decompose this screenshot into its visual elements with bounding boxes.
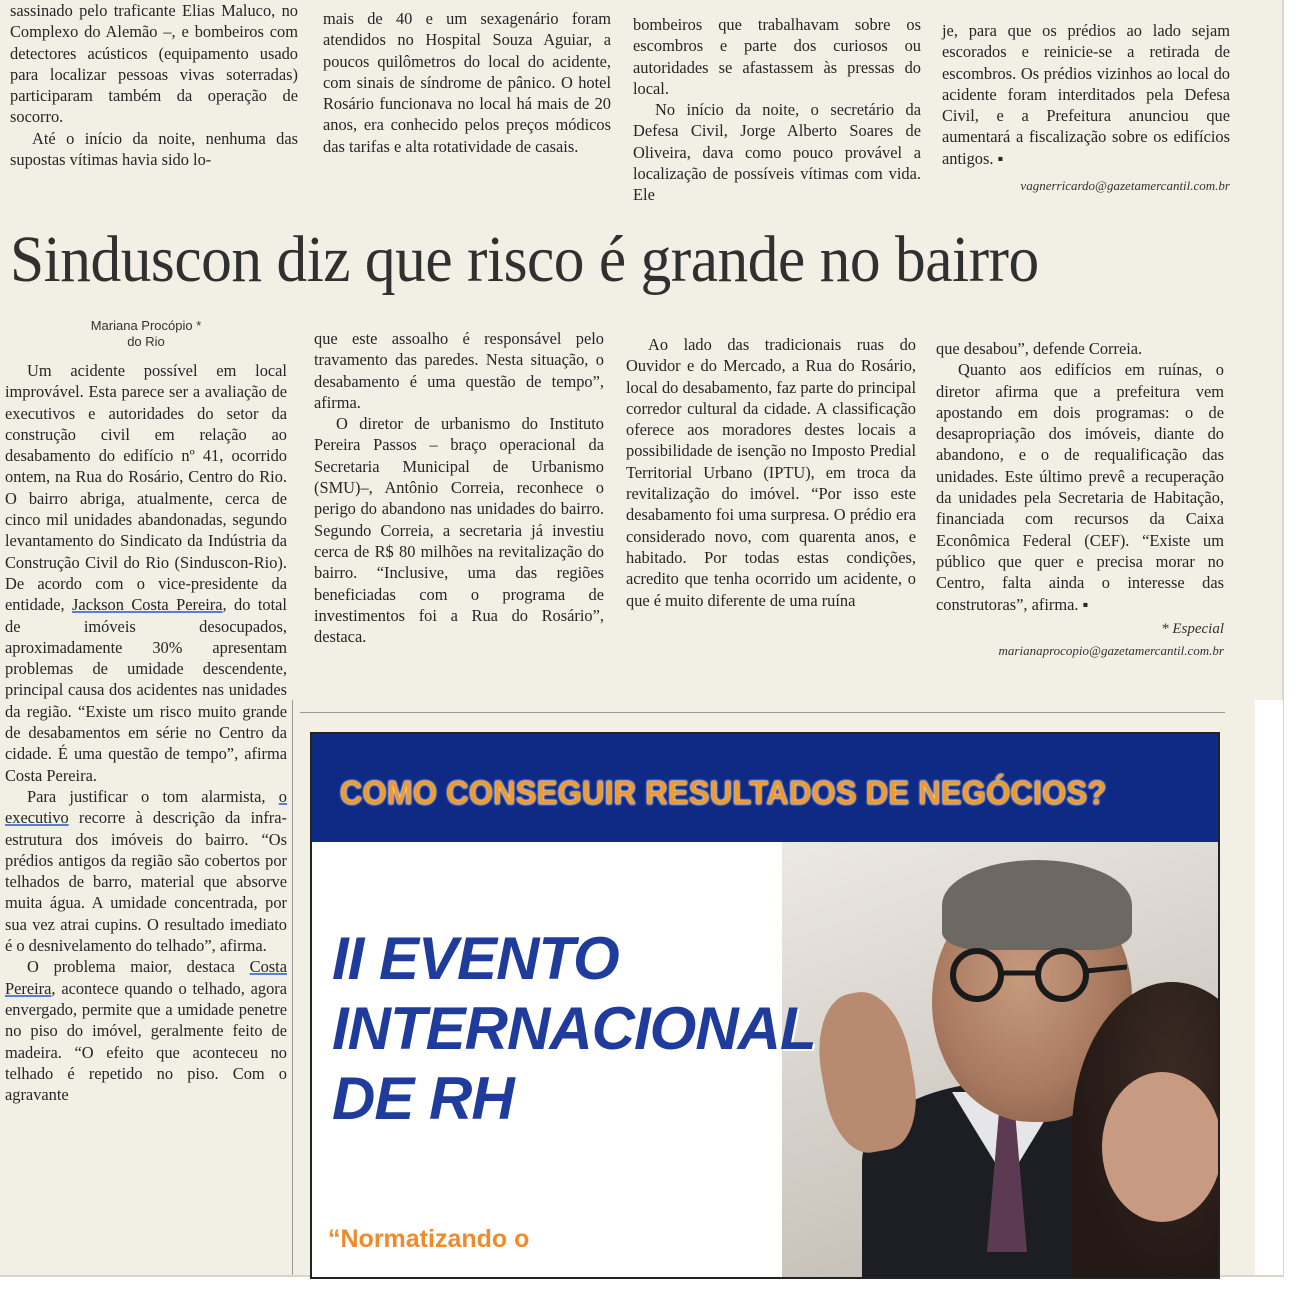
article-col3-para-1: Ao lado das tradicionais ruas do Ouvidor e do Mercado, a Rua do Rosário, local do desabamento, faz parte do principal corredor cultural da cidade. A classificação oferece aos moradores destes locais a possibilidade de isenção no Imposto Predial Territorial Urbano (IPTU), em troca da revitalização do imóvel. “Por isso este desabamento foi uma surpresa. O prédio era considerado novo, com quarenta anos, e habitado. Por todas estas condições, acredito que tenha ocorrido um acidente, o que é muito diferente de uma ruína [626,335,916,610]
byline-place: do Rio [127,334,165,349]
para1-text-a: Um acidente possível em local improvável. Esta parece ser a avaliação de executivos e autoridades do setor da construção civil em relação ao desabamento do edifício nº 41, ocorrido ontem, na Rua do Rosário, Centro do Rio. O bairro abriga, atualmente, cerca de cinco mil unidades abandonadas, segundo levantamento do Sindicato da Indústria da Construção Civil do Rio (Sinduscon-Rio). De acordo com o vice-presidente da entidade, [5,361,287,615]
ad-event-title [332,924,872,1134]
article-author-email: marianaprocopio@gazetamercantil.com.br [998,643,1224,659]
article-column-2 [314,328,604,647]
special-note: * Especial [1161,620,1224,637]
ad-title-line-3: DE RH [332,1065,514,1132]
para1-text-b: , do total de imóveis desocupados, aproximadamente 30% apresentam problemas de umidade descendente, principal causa dos acidentes nas unidades da região. “Existe um risco muito grande de desabamentos em série no Centro da cidade. É uma questão de tempo”, afirma Costa Pereira. [5,595,287,785]
top-col4-para-1: je, para que os prédios ao lado sejam escorados e reinicie-se a retirada de escombros. Os prédios vizinhos ao local do acidente foram interditados pela Defesa Civil, e a Prefeitura anunciou que aumentará a fiscalização sobre os edifícios antigos. ▪ [942,21,1230,168]
article-col4-para-2: Quanto aos edifícios em ruínas, o diretor afirma que a prefeitura vem apostando em dois programas: o de desapropriação dos imóveis, diante do abandono, e o de requalificação das unidades. Este último prevê a recuperação da unidades pela Secretaria de Habitação, financiada com recursos da Caixa Econômica Federal (CEF). “Existe um público que quer e precisa morar no Centro, falta ainda o interesse das construtoras”, afirma. ▪ [936,360,1224,614]
para2-text-a: Para justificar o tom alarmista, [27,786,266,806]
column-divider [292,700,293,1275]
advertisement [310,732,1220,1279]
section-divider [300,712,1225,713]
article-col1-para-3 [5,956,287,1105]
paper-edge [1255,700,1283,1275]
byline [5,318,287,350]
ad-photo-woman-face [1102,1072,1220,1222]
byline-name: Mariana Procópio * [90,318,202,333]
top-col1-para-2: Até o início da noite, nenhuma das supostas vítimas havia sido lo- [10,128,298,170]
article-col1-para-2 [5,786,287,956]
article-column-3 [626,334,916,611]
article-column-4 [936,338,1224,661]
top-author-email: vagnerricardo@gazetamercantil.com.br [1020,178,1230,194]
top-column-3 [633,14,921,206]
ad-banner-text: COMO CONSEGUIR RESULTADOS DE NEGÓCIOS? [340,774,1107,811]
ad-title-line-1: II EVENTO [332,925,619,992]
top-col1-para-1: sassinado pelo traficante Elias Maluco, no Complexo do Alemão –, e bombeiros com detectores acústicos (equipamento usado para localizar pessoas vivas soterradas) participaram também da operação de socorro. [10,1,298,127]
top-col3-para-1: bombeiros que trabalhavam sobre os escombros e parte dos curiosos ou autoridades se afastassem às pressas do local. [633,15,921,98]
top-column-4 [942,20,1230,196]
ad-banner [312,734,1218,842]
para3-text-b: , acontece quando o telhado, agora envergado, permite que a umidade penetre no piso do imóvel, geralmente feito de madeira. “O efeito que aconteceu no telhado é repetido no piso. Com o agravante [5,978,287,1105]
top-column-1 [10,0,298,170]
para3-text-a: O problema maior, destaca [27,957,235,977]
article-col2-para-1: que este assoalho é responsável pelo travamento das paredes. Nesta situação, o desabamento é uma questão de tempo”, afirma. [314,329,604,412]
ad-photo-hair [942,860,1132,950]
top-column-2 [323,8,611,157]
ad-photo-glasses [932,947,1127,1002]
ad-title-line-2: INTERNACIONAL [332,995,816,1062]
name-costa-pereira: Costa Pereira [5,957,287,998]
ad-subtitle: “Normatizando o [328,1225,530,1253]
underlined-executivo: o executivo [5,786,287,828]
para2-text-b: recorre à descrição da infra-estrutura dos imóveis do bairro. “Os prédios antigos da região são cobertos por telhados de barro, material que absorve muita água. A umidade concentrada, por sua vez atrai cupins. O resultado imediato é o desnivelamento do telhado”, afirma. [5,808,287,956]
top-col2-para-1: mais de 40 e um sexagenário foram atendidos no Hospital Souza Aguiar, a poucos quilômetros do local do acidente, com sinais de síndrome de pânico. O hotel Rosário funcionava no local há mais de 20 anos, era conhecido pelos preços módicos das tarifas e alta rotatividade de casais. [323,9,611,156]
article-col2-para-2: O diretor de urbanismo do Instituto Pereira Passos – braço operacional da Secretaria Municipal de Urbanismo (SMU)–, Antônio Correia, reconhece o perigo do abandono nas unidades do bairro. Segundo Correia, a secretaria já investiu cerca de R$ 80 milhões na revitalização do bairro. “Inclusive, uma das regiões beneficiadas com o programa de investimentos foi a Rua do Rosário”, destaca. [314,414,604,647]
article-col4-para-1: que desabou”, defende Correia. [936,339,1143,358]
article-headline: Sinduscon diz que risco é grande no bairro [10,223,1039,296]
article-col1-para-1 [5,360,287,786]
name-jackson-costa-pereira: Jackson Costa Pereira [72,595,223,615]
top-col3-para-2: No início da noite, o secretário da Defesa Civil, Jorge Alberto Soares de Oliveira, dava como pouco provável a localização de possíveis vítimas com vida. Ele [633,100,921,205]
article-column-1 [5,318,287,1105]
